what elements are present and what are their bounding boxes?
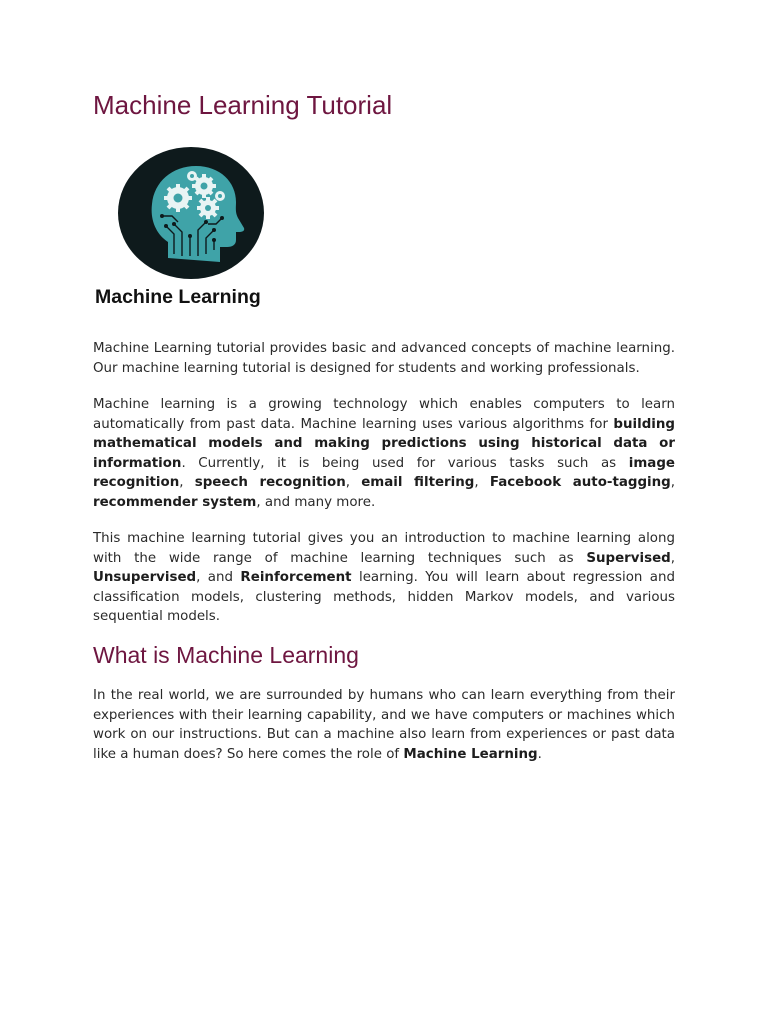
p2-bold-5: Facebook auto-tagging: [489, 475, 671, 491]
p2-text-7: , and many more.: [256, 494, 376, 510]
section-heading: What is Machine Learning: [93, 642, 359, 668]
brain-gears-head-icon: [116, 146, 266, 281]
p3-text-3: , and: [196, 570, 241, 586]
p2-text-3: ,: [179, 475, 195, 491]
intro-paragraph-1: Machine Learning tutorial provides basic and advanced concepts of machine learning. Our machine learning tutorial is designed for students and working professionals.: [93, 341, 675, 376]
section-paragraph-1: [93, 686, 675, 764]
p3-text-2: ,: [670, 550, 675, 566]
p2-bold-4: email filtering: [361, 475, 475, 491]
p2-text-4: ,: [345, 475, 362, 491]
p4-bold-1: Machine Learning: [403, 746, 538, 762]
page-title: Machine Learning Tutorial: [93, 90, 393, 120]
p3-bold-2: Unsupervised: [93, 570, 197, 586]
p2-text-1: Machine learning is a growing technology which enables computers to learn automatically from past data. Machine learning uses various algorithms for: [93, 397, 675, 432]
p2-bold-1: building mathematical models and making predictions using historical data or information: [93, 416, 675, 471]
p4-text-2: .: [537, 746, 542, 762]
p2-text-6: ,: [670, 475, 676, 491]
p3-text-1: This machine learning tutorial gives you an introduction to machine learning along with the wide range of machine learning techniques such as: [93, 531, 675, 566]
p2-bold-3: speech recognition: [194, 475, 346, 491]
logo-caption: Machine Learning: [95, 286, 261, 308]
p2-text-5: ,: [474, 475, 490, 491]
intro-paragraph-2: [93, 395, 675, 513]
p2-bold-6: recommender system: [93, 494, 257, 510]
p2-bold-2: image recognition: [93, 455, 675, 491]
p2-text-2: . Currently, it is being used for various tasks such as: [181, 455, 629, 471]
p3-bold-3: Reinforcement: [240, 570, 352, 586]
p4-text-1: In the real world, we are surrounded by humans who can learn everything from their experiences with their learning capability, and we have computers or machines which work on our instructions. But can a machine also learn from experiences or past data like a human does? So here comes the role of: [93, 688, 675, 762]
intro-paragraph-3: [93, 529, 675, 627]
p3-bold-1: Supervised: [586, 550, 671, 566]
p3-text-4: learning. You will learn about regression and classification models, clustering methods, hidden Markov models, and various sequential models.: [93, 570, 676, 625]
